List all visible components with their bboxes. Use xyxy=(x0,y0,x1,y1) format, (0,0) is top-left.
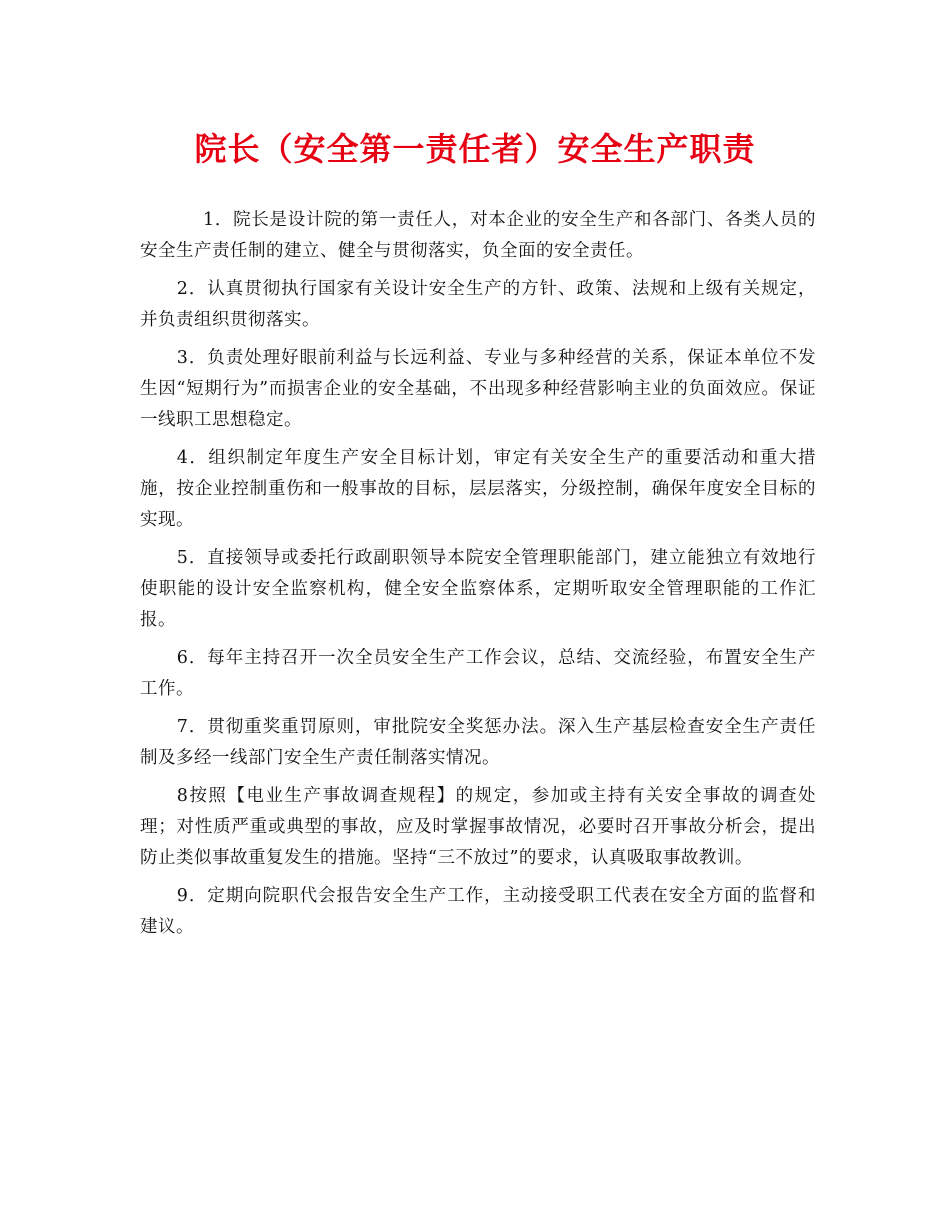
paragraph-6: 6．每年主持召开一次全员安全生产工作会议，总结、交流经验，布置安全生产工作。 xyxy=(140,648,816,699)
paragraph-7: 7．贯彻重奖重罚原则，审批院安全奖惩办法。深入生产基层检查安全生产责任制及多经一线部门安全生产责任制落实情况。 xyxy=(140,717,816,768)
paragraph-4: 4．组织制定年度生产安全目标计划，审定有关安全生产的重要活动和重大措施，按企业控制重伤和一般事故的目标，层层落实，分级控制，确保年度安全目标的实现。 xyxy=(140,448,816,530)
document-body xyxy=(140,205,816,950)
paragraph-9: 9．定期向院职代会报告安全生产工作，主动接受职工代表在安全方面的监督和建议。 xyxy=(140,886,816,937)
paragraph-5: 5．直接领导或委托行政副职领导本院安全管理职能部门，建立能独立有效地行使职能的设计安全监察机构，健全安全监察体系，定期听取安全管理职能的工作汇报。 xyxy=(140,548,816,630)
paragraph-1: 1．院长是设计院的第一责任人，对本企业的安全生产和各部门、各类人员的安全生产责任制的建立、健全与贯彻落实，负全面的安全责任。 xyxy=(140,210,816,261)
document-title: 院长（安全第一责任者）安全生产职责 xyxy=(194,130,756,168)
paragraph-2: 2．认真贯彻执行国家有关设计安全生产的方针、政策、法规和上级有关规定，并负责组织贯彻落实。 xyxy=(140,279,816,330)
paragraph-8: 8按照【电业生产事故调查规程】的规定，参加或主持有关安全事故的调查处理；对性质严重或典型的事故，应及时掌握事故情况，必要时召开事故分析会，提出防止类似事故重复发生的措施。坚持“三不放过”的要求，认真吸取事故教训。 xyxy=(140,786,816,868)
paragraph-3: 3．负责处理好眼前利益与长远利益、专业与多种经营的关系，保证本单位不发生因“短期行为”而损害企业的安全基础，不出现多种经营影响主业的负面效应。保证一线职工思想稳定。 xyxy=(140,348,816,430)
